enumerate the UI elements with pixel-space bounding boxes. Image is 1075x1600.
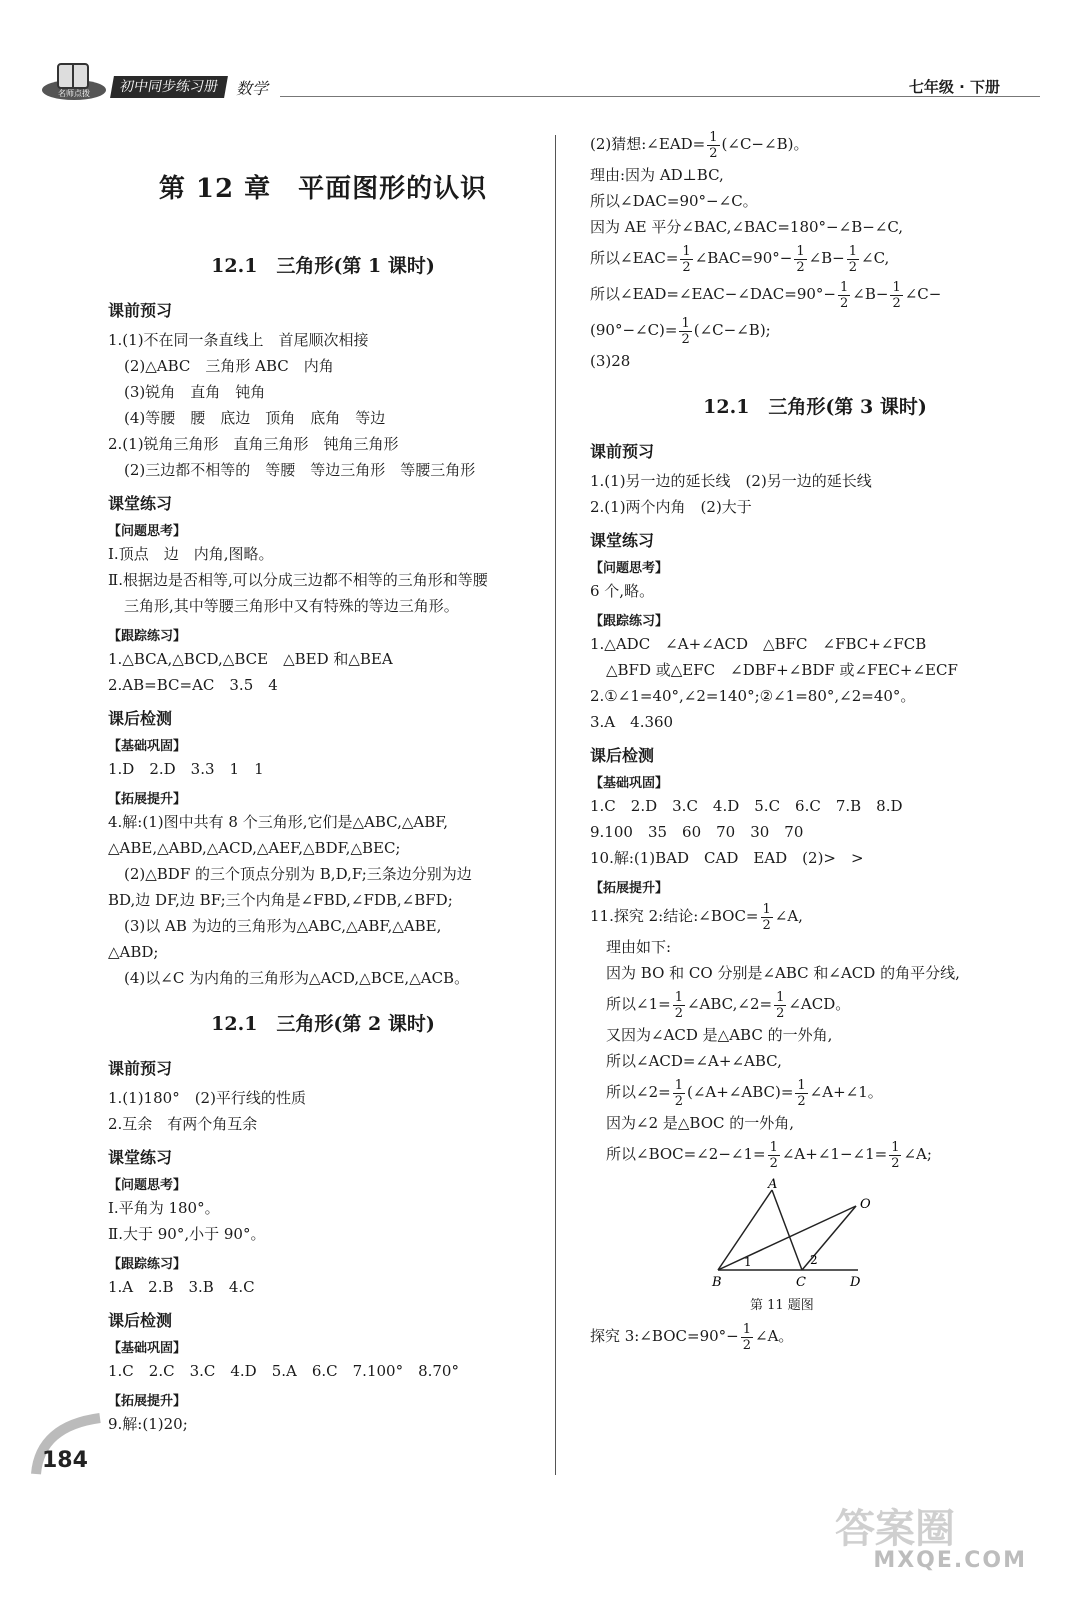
heading-homework: 课后检测 [108,709,173,728]
tag-basic: 【基础巩固】 [108,739,187,754]
answer-line: 10.解:(1)BAD CAD EAD (2)> > [590,849,864,867]
tag-question: 【问题思考】 [108,524,187,539]
answer-line: 1.(1)另一边的延长线 (2)另一边的延长线 [590,472,872,490]
answer-line: (2)△ABC 三角形 ABC 内角 [124,357,334,375]
answer-line: 因为∠2 是△BOC 的一外角, [606,1114,795,1132]
answer-line: △BFD 或△EFC ∠DBF+∠BDF 或∠FEC+∠ECF [606,661,958,679]
formula-line: 所以∠2= $\frac{1}{2}$ (∠A+∠ABC)= $\frac{1}{2}$ ∠A+∠1。 [606,1077,883,1109]
answer-line: 1.(1)180° (2)平行线的性质 [108,1089,306,1107]
tag-tracking: 【跟踪练习】 [108,1257,187,1272]
answer-line: 1.(1)不在同一条直线上 首尾顺次相接 [108,331,369,349]
answer-line: 2.(1)锐角三角形 直角三角形 钝角三角形 [108,435,399,453]
answer-line: 1.△ADC ∠A+∠ACD △BFC ∠FBC+∠FCB [590,635,927,653]
fraction: $\frac{1}{2}$ [797,1077,806,1109]
page-header [40,60,1040,104]
tag-tracking: 【跟踪练习】 [108,629,187,644]
answer-line: 3.A 4.360 [590,713,674,731]
tag-extend: 【拓展提升】 [108,792,187,807]
tag-question: 【问题思考】 [108,1178,187,1193]
watermark-cn: 答案圈 [835,1506,955,1552]
tag-extend: 【拓展提升】 [108,1394,187,1409]
heading-preview: 课前预习 [108,1059,173,1078]
heading-homework: 课后检测 [108,1311,173,1330]
answer-line: 1.D 2.D 3.3 1 1 [108,760,264,778]
answer-line: 1.C 2.C 3.C 4.D 5.A 6.C 7.100° 8.70° [108,1362,459,1380]
label-d: D [850,1275,861,1290]
answer-line: 三角形,其中等腰三角形中又有特殊的等边三角形。 [124,597,459,615]
answer-line: BD,边 DF,边 BF;三个内角是∠FBD,∠FDB,∠BFD; [108,891,453,909]
subject-label: 数学 [236,79,269,98]
column-divider [555,135,556,1475]
answer-line: 2.(1)两个内角 (2)大于 [590,498,752,516]
section-title: 12.1 三角形(第 1 课时) [211,255,435,277]
grade-label: 七年级 · 下册 [908,78,1000,96]
figure-caption: 第 11 题图 [750,1298,814,1313]
fraction: $\frac{1}{2}$ [769,1139,778,1171]
fraction: $\frac{1}{2}$ [742,1321,752,1353]
answer-line: 2.AB=BC=AC 3.5 4 [108,676,278,694]
answer-line: 9.解:(1)20; [108,1415,188,1433]
tag-extend: 【拓展提升】 [590,881,669,896]
answer-line: 2.①∠1=40°,∠2=140°;②∠1=80°,∠2=40°。 [590,687,916,705]
fraction: $\frac{1}{2}$ [709,129,718,161]
answer-line: 1.A 2.B 3.B 4.C [108,1278,255,1296]
triangle-diagram [710,1178,880,1298]
heading-preview: 课前预习 [590,442,655,461]
heading-classwork: 课堂练习 [108,494,173,513]
label-b: B [712,1275,722,1290]
tag-basic: 【基础巩固】 [590,776,669,791]
answer-line: (3)以 AB 为边的三角形为△ABC,△ABF,△ABE, [124,917,442,935]
answer-line: (4)以∠C 为内角的三角形为△ACD,△BCE,△ACB。 [124,969,470,987]
answer-line: Ⅰ.平角为 180°。 [108,1199,220,1217]
label-a: A [768,1178,778,1192]
answer-line: 因为 AE 平分∠BAC,∠BAC=180°−∠B−∠C, [590,218,904,236]
tag-tracking: 【跟踪练习】 [590,614,669,629]
fraction: $\frac{1}{2}$ [848,243,858,275]
fraction: $\frac{1}{2}$ [682,243,691,275]
section-title: 12.1 三角形(第 3 课时) [703,396,927,418]
formula-line: 探究 3:∠BOC=90°− $\frac{1}{2}$ ∠A。 [590,1321,794,1353]
answer-line: (4)等腰 腰 底边 顶角 底角 等边 [124,409,386,427]
formula-line: 所以∠EAC= $\frac{1}{2}$ ∠BAC=90°− $\frac{1}{2}$ ∠B− $\frac{1}{2}$ ∠C, [590,243,890,275]
heading-classwork: 课堂练习 [590,531,655,550]
answer-line: (2)△BDF 的三个顶点分别为 B,D,F;三条边分别为边 [124,865,472,883]
watermark-text: MXQE.COM [873,1548,1027,1573]
section-title: 12.1 三角形(第 2 课时) [211,1013,435,1035]
fraction: $\frac{1}{2}$ [674,989,683,1021]
answer-line: (3)锐角 直角 钝角 [124,383,266,401]
label-o: O [860,1197,871,1212]
answer-line: Ⅱ.根据边是否相等,可以分成三边都不相等的三角形和等腰 [108,571,488,589]
page-number: 184 [42,1448,88,1473]
answer-line: (3)28 [590,352,631,370]
formula-line: 所以∠EAD=∠EAC−∠DAC=90°− $\frac{1}{2}$ ∠B− $\frac{1}{2}$ ∠C− [590,279,942,311]
answer-line: △ABD; [108,943,159,961]
formula-line: 11.探究 2:结论:∠BOC= $\frac{1}{2}$ ∠A, [590,901,803,933]
answer-line: 理由:因为 AD⊥BC, [590,166,724,184]
answer-line: 因为 BO 和 CO 分别是∠ABC 和∠ACD 的角平分线, [606,964,960,982]
right-column [590,130,1040,1354]
fraction: $\frac{1}{2}$ [796,243,805,275]
tag-question: 【问题思考】 [590,561,669,576]
label-angle-1: 1 [744,1255,752,1269]
fraction: $\frac{1}{2}$ [762,901,771,933]
answer-line: △ABE,△ABD,△ACD,△AEF,△BDF,△BEC; [108,839,401,857]
answer-line: 2.互余 有两个角互余 [108,1115,258,1133]
formula-line: (2)猜想:∠EAD= $\frac{1}{2}$ (∠C−∠B)。 [590,129,809,161]
formula-line: (90°−∠C)= $\frac{1}{2}$ (∠C−∠B); [590,315,771,347]
answer-line: 4.解:(1)图中共有 8 个三角形,它们是△ABC,△ABF, [108,813,449,831]
fraction: $\frac{1}{2}$ [681,315,690,347]
answer-line: Ⅰ.顶点 边 内角,图略。 [108,545,274,563]
heading-classwork: 课堂练习 [108,1148,173,1167]
fraction: $\frac{1}{2}$ [892,279,901,311]
fraction: $\frac{1}{2}$ [674,1077,683,1109]
book-logo-icon [40,60,108,104]
answer-line: 1.△BCA,△BCD,△BCE △BED 和△BEA [108,650,393,668]
tag-basic: 【基础巩固】 [108,1341,187,1356]
series-title: 初中同步练习册 [110,76,228,98]
answer-line: 1.C 2.D 3.C 4.D 5.C 6.C 7.B 8.D [590,797,903,815]
triangle-figure [710,1178,880,1318]
answer-line: (2)三边都不相等的 等腰 等边三角形 等腰三角形 [124,461,476,479]
answer-line: 理由如下: [606,938,672,956]
heading-homework: 课后检测 [590,746,655,765]
formula-line: 所以∠1= $\frac{1}{2}$ ∠ABC,∠2= $\frac{1}{2}$ ∠ACD。 [606,989,851,1021]
fraction: $\frac{1}{2}$ [776,989,785,1021]
left-column [108,130,538,1437]
logo-text: 名师点拨 [58,89,90,98]
heading-preview: 课前预习 [108,301,173,320]
label-c: C [796,1275,806,1290]
chapter-title: 第 12 章 平面图形的认识 [158,174,488,204]
fraction: $\frac{1}{2}$ [839,279,849,311]
answer-line: 6 个,略。 [590,582,655,600]
fraction: $\frac{1}{2}$ [891,1139,900,1171]
answer-line: 所以∠DAC=90°−∠C。 [590,192,758,210]
answer-line: 9.100 35 60 70 30 70 [590,823,804,841]
answer-line: 又因为∠ACD 是△ABC 的一外角, [606,1026,833,1044]
answer-line: 所以∠ACD=∠A+∠ABC, [606,1052,782,1070]
formula-line: 所以∠BOC=∠2−∠1= $\frac{1}{2}$ ∠A+∠1−∠1= $\frac{1}{2}$ ∠A; [606,1139,932,1171]
label-angle-2: 2 [810,1253,818,1267]
answer-line: Ⅱ.大于 90°,小于 90°。 [108,1225,266,1243]
